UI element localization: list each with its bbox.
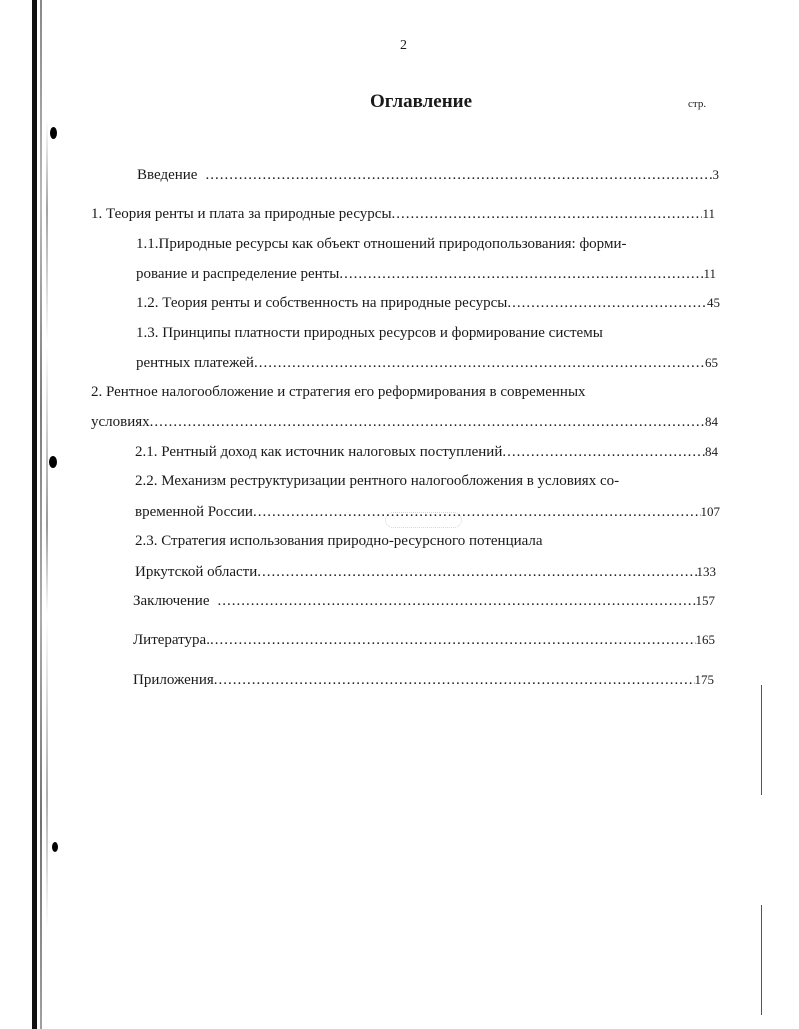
toc-entry-page: 3 <box>712 167 719 182</box>
toc-entry-text: Введение <box>137 167 198 183</box>
scan-edge-artifact <box>761 685 762 795</box>
dot-leader <box>254 353 705 373</box>
dot-leader <box>150 412 705 432</box>
toc-entry-page: 165 <box>695 632 715 647</box>
dot-leader <box>507 293 707 313</box>
toc-entry-text: 2.1. Рентный доход как источник налоговых поступлений <box>135 444 503 460</box>
toc-entry-text-line1: 1.1.Природные ресурсы как объект отношений природопользования: форми- <box>136 236 627 252</box>
toc-entry[interactable] <box>136 353 718 373</box>
toc-entry-text-line1: 1.3. Принципы платности природных ресурсов и формирование системы <box>136 325 603 341</box>
scan-edge-artifact <box>761 905 762 1015</box>
toc-entry[interactable] <box>133 591 715 611</box>
toc-entry-text: Литература. <box>133 632 210 648</box>
scan-blob <box>50 127 57 139</box>
scan-edge-artifact <box>46 120 48 1020</box>
toc-entry-page: 11 <box>702 206 715 221</box>
toc-entry-text: Иркутской области <box>135 564 258 580</box>
toc-entry-text: 1.2. Теория ренты и собственность на природные ресурсы <box>136 295 508 311</box>
toc-entry[interactable] <box>136 264 716 284</box>
toc-entry-page: 84 <box>705 414 718 429</box>
toc-entry-page: 65 <box>705 355 718 370</box>
toc-entry-text-line1: 2.2. Механизм реструктуризации рентного налогообложения в условиях со- <box>135 473 620 489</box>
toc-entry-text: рентных платежей <box>136 355 254 371</box>
toc-entry-text: временной России <box>135 504 253 520</box>
page-title: Оглавление <box>370 91 473 112</box>
toc-entry[interactable] <box>133 670 714 690</box>
scan-edge-artifact <box>40 0 42 1029</box>
toc-entry-page: 84 <box>705 444 718 459</box>
toc-entry-text: рование и распределение ренты <box>136 266 340 282</box>
toc-entry-page: 11 <box>703 266 716 281</box>
toc-entry[interactable] <box>91 204 715 224</box>
toc-entry[interactable] <box>91 412 718 432</box>
toc-entry-text: 1. Теория ренты и плата за природные ресурсы <box>91 206 392 222</box>
toc-entry-text: Заключение <box>133 593 210 609</box>
toc-entry[interactable] <box>133 630 715 650</box>
page-number: 2 <box>400 38 407 53</box>
toc-entry-page: 175 <box>694 672 714 687</box>
scan-blob <box>49 456 57 468</box>
page-column-label: стр. <box>688 98 707 110</box>
toc-entry-page: 133 <box>696 564 716 579</box>
toc-entry-page: 45 <box>707 295 720 310</box>
toc-entry-text: условиях <box>91 414 150 430</box>
dot-leader <box>210 630 696 650</box>
dot-leader <box>339 264 703 284</box>
dot-leader <box>205 165 712 185</box>
dot-leader <box>218 591 696 611</box>
toc-entry-page: 107 <box>700 504 720 519</box>
toc-entry-text: Приложения <box>133 672 214 688</box>
scan-edge-artifact <box>32 0 37 1029</box>
dot-leader <box>257 562 696 582</box>
toc-entry-text-line1: 2.3. Стратегия использования природно-ресурсного потенциала <box>135 533 543 549</box>
dot-leader <box>214 670 695 690</box>
toc-entry-page: 157 <box>695 593 715 608</box>
toc-entry[interactable] <box>135 442 718 462</box>
toc-entry[interactable] <box>137 165 719 185</box>
dot-leader <box>502 442 705 462</box>
dot-leader <box>253 502 701 522</box>
toc-entry[interactable] <box>135 502 720 522</box>
dot-leader <box>392 204 703 224</box>
toc-entry[interactable] <box>135 562 716 582</box>
toc-entry[interactable] <box>136 293 720 313</box>
toc-entry-text-line1: 2. Рентное налогообложение и стратегия его реформирования в современных <box>91 384 586 400</box>
scan-blob <box>52 842 58 852</box>
